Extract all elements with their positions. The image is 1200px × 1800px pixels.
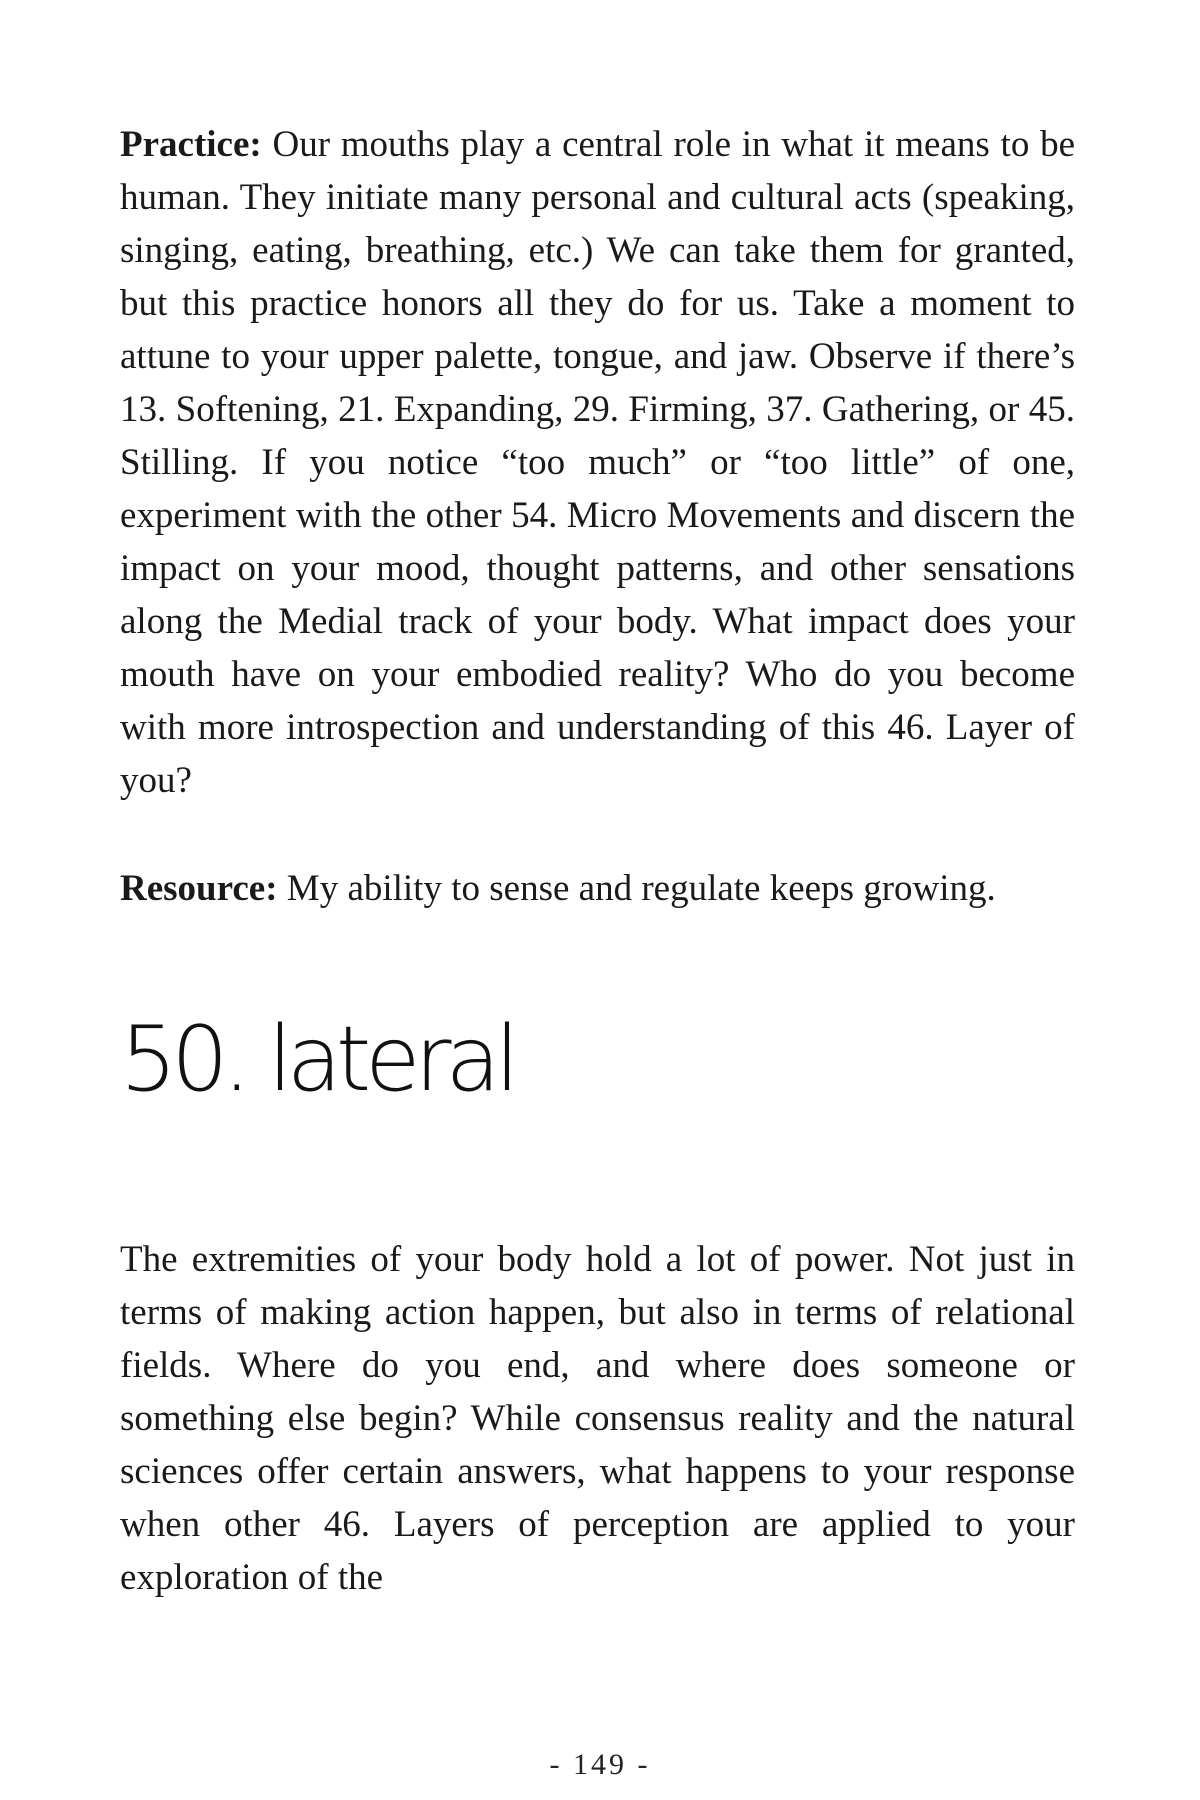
section-heading: 50. lateral	[120, 1007, 514, 1112]
page-number: - 149 -	[549, 1748, 651, 1781]
page-content	[120, 118, 1075, 1604]
resource-text: My ability to sense and regulate keeps growing.	[277, 868, 996, 909]
section-body-paragraph: The extremities of your body hold a lot of power. Not just in terms of making action happen, but also in terms of relational fields. Where do you end, and where does someone or something else begin? While consensus reality and the natural sciences offer certain answers, what happens to your response when other 46. Layers of perception are applied to your exploration of the	[120, 1239, 1075, 1598]
resource-paragraph	[120, 862, 1075, 915]
practice-label: Practice:	[120, 124, 262, 165]
practice-paragraph	[120, 118, 1075, 807]
resource-label: Resource:	[120, 868, 278, 909]
practice-text: Our mouths play a central role in what it means to be human. They initiate many personal and cultural acts (speaking, singing, eating, breathing, etc.) We can take them for granted, but this practice honors all they do for us. Take a moment to attune to your upper palette, tongue, and jaw. Observe if there’s 13. Softening, 21. Expanding, 29. Firming, 37. Gathering, or 45. Stilling. If you notice “too much” or “too little” of one, experiment with the other 54. Micro Movements and discern the impact on your mood, thought patterns, and other sensations along the Medial track of your body. What impact does your mouth have on your embodied reality? Who do you become with more introspection and understanding of this 46. Layer of you?	[120, 124, 1075, 801]
